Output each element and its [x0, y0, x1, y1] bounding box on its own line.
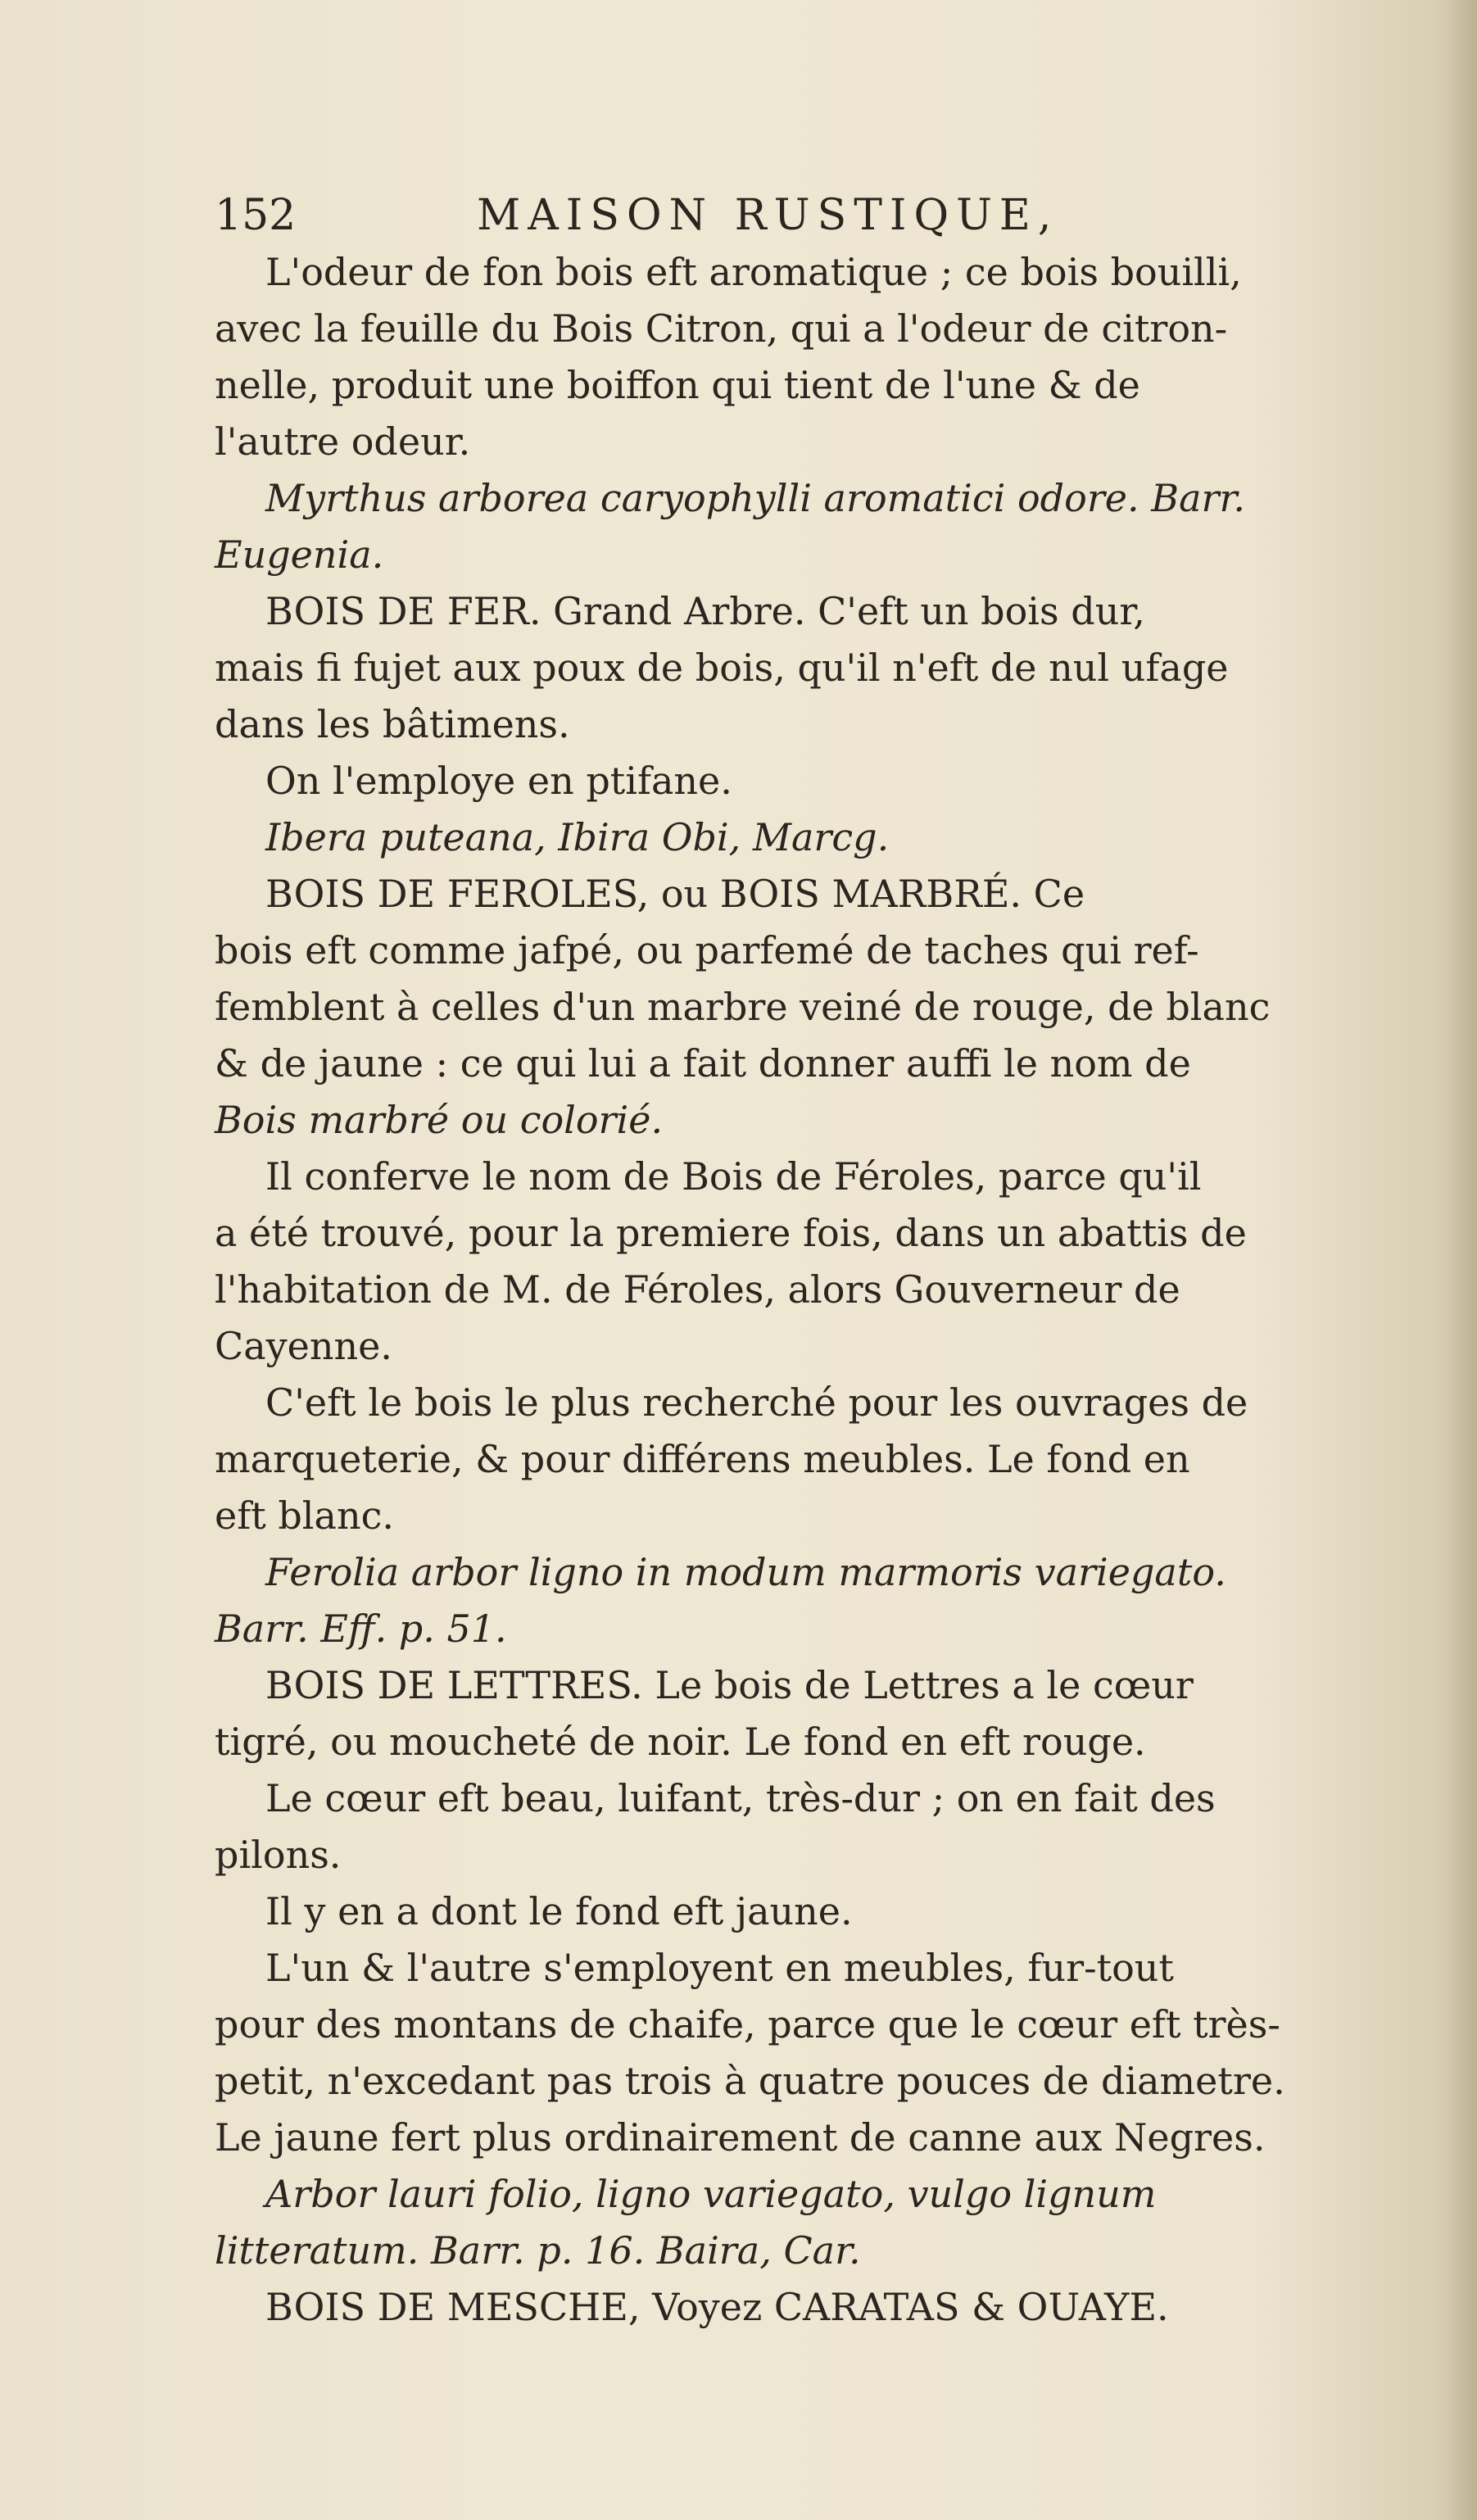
- page-edge-shadow: [1444, 0, 1477, 2520]
- text-line: pour des montans de chaife, parce que le cœur eft très-: [215, 2002, 1280, 2046]
- text-line: Cayenne.: [215, 1324, 392, 1368]
- text-line: Le cœur eft beau, luifant, très-dur ; on en fait des: [265, 1776, 1216, 1820]
- text-line: Bois marbré ou colorié.: [215, 1098, 664, 1142]
- text-line: nelle, produit une boiffon qui tient de l'une & de: [215, 363, 1140, 407]
- text-line: petit, n'excedant pas trois à quatre pouces de diametre.: [215, 2059, 1285, 2103]
- text-line: bois eft comme jafpé, ou parfemé de taches qui ref-: [215, 928, 1199, 972]
- text-line: Ibera puteana, Ibira Obi, Marcg.: [265, 815, 890, 859]
- text-line: L'un & l'autre s'employent en meubles, fur-tout: [265, 1946, 1174, 1990]
- text-line: dans les bâtimens.: [215, 702, 570, 746]
- text-line: L'odeur de fon bois eft aromatique ; ce bois bouilli,: [265, 250, 1242, 294]
- text-line: & de jaune : ce qui lui a fait donner auffi le nom de: [215, 1041, 1191, 1086]
- text-line: eft blanc.: [215, 1493, 394, 1538]
- text-line: Le jaune fert plus ordinairement de canne aux Negres.: [215, 2115, 1266, 2160]
- text-line: BOIS DE FER. Grand Arbre. C'eft un bois dur,: [265, 589, 1145, 633]
- text-line: Ferolia arbor ligno in modum marmoris variegato.: [265, 1550, 1226, 1594]
- text-line: Barr. Eff. p. 51.: [215, 1607, 507, 1651]
- text-line: Il y en a dont le fond eft jaune.: [265, 1889, 853, 1933]
- text-line: Myrthus arborea caryophylli aromatici odore. Barr.: [265, 476, 1246, 520]
- text-line: BOIS DE FEROLES, ou BOIS MARBRÉ. Ce: [265, 872, 1085, 916]
- text-line: litteratum. Barr. p. 16. Baira, Car.: [215, 2228, 861, 2273]
- text-line: tigré, ou moucheté de noir. Le fond en eft rouge.: [215, 1720, 1146, 1764]
- text-line: l'habitation de M. de Féroles, alors Gouverneur de: [215, 1267, 1180, 1312]
- text-line: a été trouvé, pour la premiere fois, dans un abattis de: [215, 1211, 1247, 1255]
- text-line: On l'employe en ptifane.: [265, 759, 732, 803]
- text-line: Arbor lauri folio, ligno variegato, vulgo lignum: [265, 2172, 1157, 2216]
- text-line: marqueterie, & pour différens meubles. Le fond en: [215, 1437, 1190, 1481]
- text-line: BOIS DE LETTRES. Le bois de Lettres a le cœur: [265, 1663, 1194, 1707]
- text-line: pilons.: [215, 1833, 342, 1877]
- text-line: l'autre odeur.: [215, 419, 471, 464]
- text-line: avec la feuille du Bois Citron, qui a l'odeur de citron-: [215, 306, 1228, 351]
- text-line: Eugenia.: [215, 533, 384, 577]
- text-line: BOIS DE MESCHE, Voyez CARATAS & OUAYE.: [265, 2285, 1169, 2329]
- text-line: C'eft le bois le plus recherché pour les ouvrages de: [265, 1380, 1248, 1425]
- text-line: Il conferve le nom de Bois de Féroles, parce qu'il: [265, 1154, 1202, 1199]
- body-text: [215, 244, 1427, 2336]
- page-header: [215, 187, 1263, 244]
- text-line: femblent à celles d'un marbre veiné de rouge, de blanc: [215, 985, 1271, 1029]
- running-head: MAISON RUSTIQUE,: [477, 191, 1059, 240]
- page-number: 152: [215, 191, 297, 240]
- text-line: mais fi fujet aux poux de bois, qu'il n'eft de nul ufage: [215, 646, 1229, 690]
